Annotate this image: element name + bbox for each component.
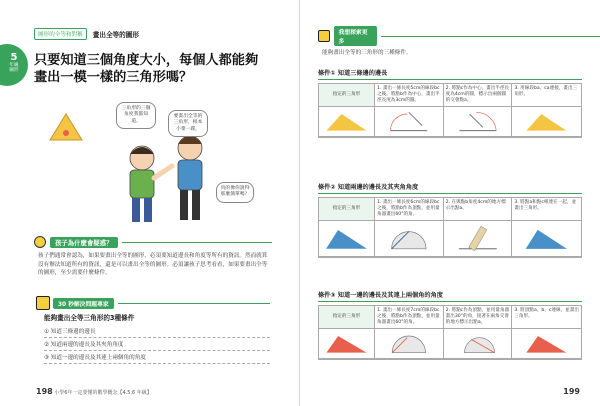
expert-label: 30 秒解決問題專家	[53, 298, 114, 309]
table-header-cell: 指定的三角形	[319, 306, 375, 329]
result-figure	[512, 107, 581, 137]
why-confused-header	[34, 236, 272, 248]
expert-book-icon	[36, 296, 50, 310]
compass-arc-icon	[446, 109, 510, 134]
topic-row	[34, 28, 139, 40]
solution-box	[44, 312, 270, 364]
step-text: 1. 畫出一條長度5cm的線段bc之後，將點b作為中心，畫出半徑長度為3cm的圓。	[375, 84, 444, 107]
triangle-figure	[319, 329, 375, 359]
condition-table	[318, 305, 582, 360]
blue-triangle-icon	[514, 223, 579, 254]
page-footer	[36, 387, 152, 396]
explore-label: 我想探索更多	[334, 26, 377, 46]
grade-line1: 年級	[9, 63, 19, 68]
protractor-icon	[377, 331, 441, 356]
divider	[381, 36, 600, 37]
page-footer	[563, 387, 580, 396]
explanation-text: 孩子們通常會認為，如果要畫出全等的圖形，必須要知道邊長和角度等所有的資訊。然而就算沒有辦法知道所有的資訊，還是可以畫出全等的圖形。必須讓孩子思考看看，如果要畫出全等的圖形，至少需要什麼條件。	[38, 253, 268, 277]
compass-arc-icon	[377, 109, 441, 134]
construction-figure	[444, 329, 513, 359]
child-face-icon	[34, 236, 46, 248]
construction-figure	[444, 107, 513, 137]
speech-bubble-1: 三角形的三個角度我都知道。	[116, 102, 156, 129]
condition-block-1	[318, 68, 582, 138]
protractor-icon	[446, 331, 510, 356]
condition-table	[318, 83, 582, 138]
triangle-figure	[319, 221, 375, 257]
construction-figure	[375, 329, 444, 359]
solution-item: ① 知道三條邊的邊長	[44, 325, 270, 338]
divider	[122, 242, 272, 243]
solution-item: ③ 知道一邊的邊長及其連上兩個角的角度	[44, 351, 270, 364]
grade-line2: 圖形	[9, 68, 19, 74]
page-headline: 只要知道三個角度大小，每個人都能夠畫出一模一樣的三角形嗎？	[34, 53, 259, 86]
condition-block-3	[318, 290, 582, 360]
page-number: 198	[36, 387, 53, 396]
condition-title: 條件② 知道兩邊的邊長及其夾角角度	[318, 182, 582, 194]
speech-bubble-2: 要畫出全等的三角形，根本小菜一碟。	[168, 110, 208, 137]
speech-bubble-3: 真的像你說得那麼簡單嗎？	[216, 182, 254, 203]
right-page	[300, 0, 600, 406]
cartoon-illustration	[30, 100, 268, 230]
red-triangle-icon	[514, 331, 579, 356]
condition-title: 條件③ 知道一邊的邊長及其連上兩個角的角度	[318, 290, 582, 302]
grade-number: 5	[10, 52, 18, 63]
orange-triangle-icon	[321, 109, 372, 134]
solution-item: ② 知道兩邊的邊長及其夾角角度	[44, 338, 270, 351]
book-title: 小學6年一定要懂的數學概念【4.5.6 年級】	[54, 390, 152, 396]
triangle-figure	[319, 107, 375, 137]
protractor-icon	[377, 223, 441, 254]
explore-header	[318, 26, 600, 46]
construction-figure	[375, 221, 444, 257]
step-text: 2. 將點c作為中心，畫出半徑長度為4cm的圓，標示出兩個圓的交會點a。	[444, 84, 513, 107]
blue-triangle-icon	[321, 223, 372, 254]
explore-intro: 能夠畫出全等的三角形的三種條件。	[322, 50, 412, 56]
step-text: 3. 用線段ba、ca連接，畫出三角形。	[512, 84, 581, 107]
step-text: 2. 在與點b角度4cm的地方標示出點a。	[444, 198, 513, 221]
expert-header	[36, 296, 270, 310]
divider	[118, 303, 270, 304]
explore-book-icon	[318, 30, 330, 42]
grade-badge	[0, 44, 28, 86]
construction-figure	[375, 107, 444, 137]
topic-title: 畫出全等的圖形	[92, 31, 139, 39]
table-header-cell: 指定的三角形	[319, 84, 375, 107]
step-text: 1. 畫出一條長度6cm的線段bc之後，將點b作為頂點，並用量角器畫出60°的角。	[375, 198, 444, 221]
step-text: 1. 畫出一條長度7cm的線段bc之後，將點b作為頂點，並用量角器畫出60°的角。	[375, 306, 444, 329]
red-triangle-icon	[321, 331, 372, 356]
step-text: 2. 將點c作為頂點，並用量角器畫出30°的角，接著在兩角交會的地方標示出點a。	[444, 306, 513, 329]
solution-question: 能夠畫出全等三角形的3種條件	[44, 314, 135, 322]
table-header-cell: 指定的三角形	[319, 198, 375, 221]
page-number: 199	[563, 387, 580, 396]
condition-title: 條件① 知道三條邊的邊長	[318, 68, 582, 80]
step-text: 3. 將點a和點c相連在一起，並畫出三角形。	[512, 198, 581, 221]
step-text: 3. 將頂點a、b、c連線，並畫出三角形。	[512, 306, 581, 329]
orange-triangle-icon	[514, 109, 579, 134]
construction-figure	[444, 221, 513, 257]
topic-tag: 圖形的全等和對稱	[34, 28, 87, 40]
ruler-icon	[446, 223, 510, 254]
condition-block-2	[318, 182, 582, 258]
result-figure	[512, 329, 581, 359]
condition-table	[318, 197, 582, 258]
result-figure	[512, 221, 581, 257]
why-confused-label: 孩子為什麼會疑惑？	[50, 237, 118, 248]
